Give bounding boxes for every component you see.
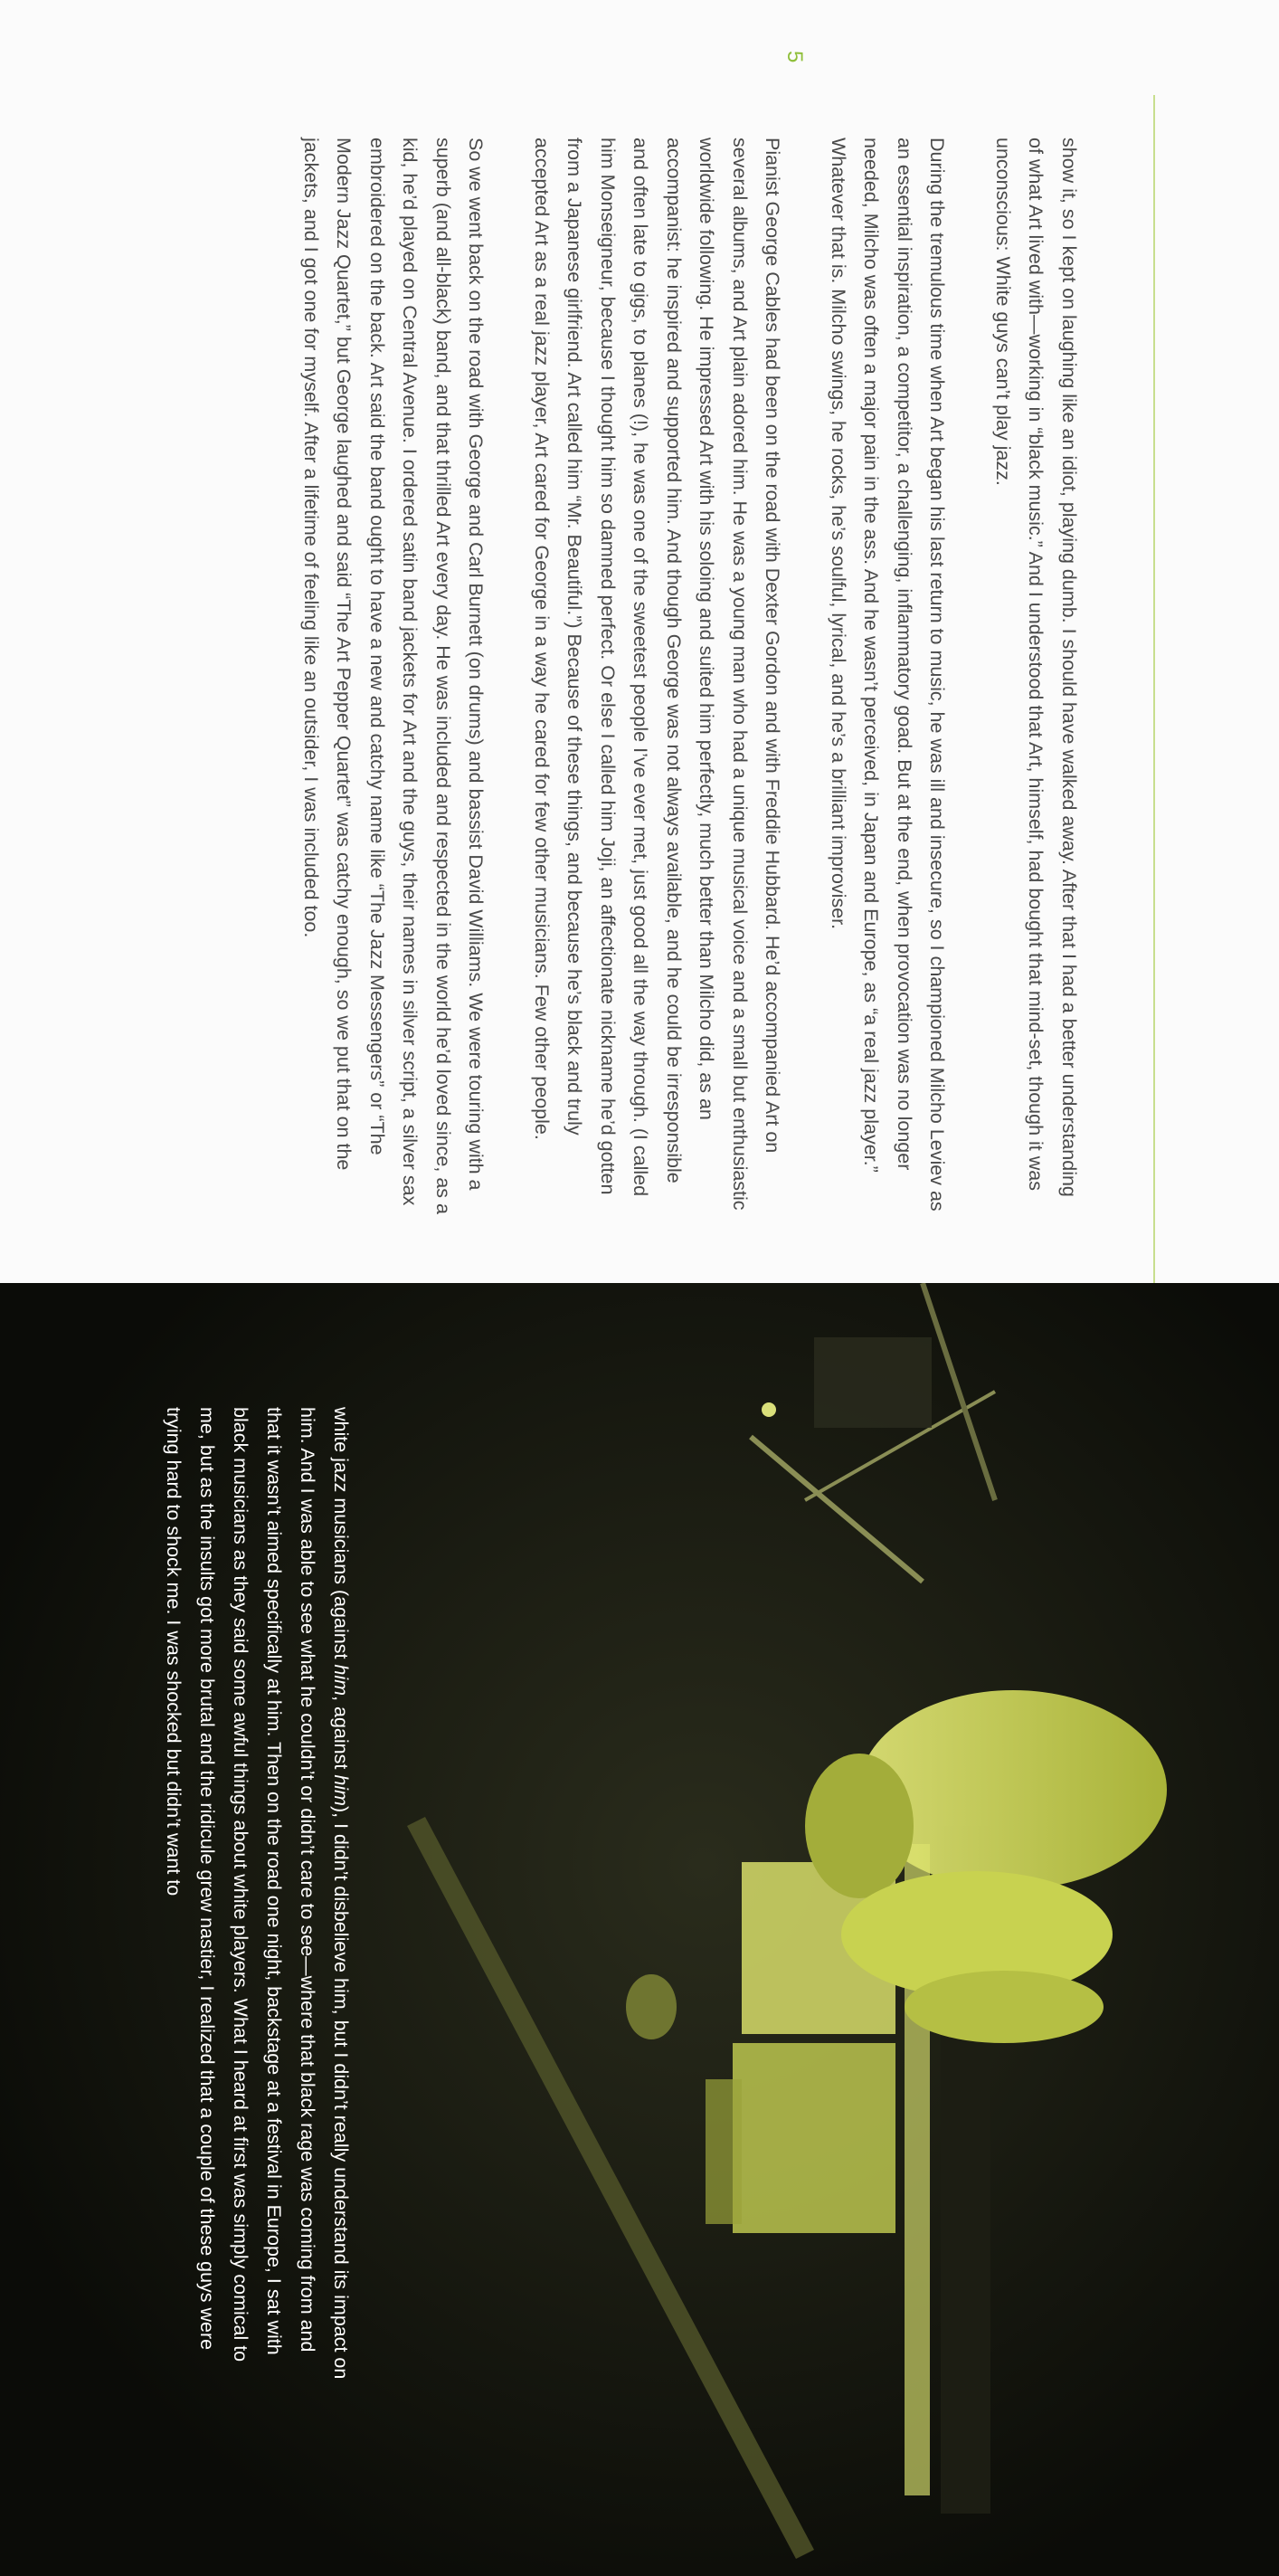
paragraph: So we went back on the road with George and Carl Burnett (on drums) and bassist David Williams. We were touring with a superb (and all-black) band, and that thrilled Art every day. He was included and respected in the world he’d loved since, as a kid, he’d played on Central Avenue. I ordered satin band jackets for Art and the guys, their names in silver script, a silver sax embroidered on the back. Art said the band ought to have a new and catchy name like “The Jazz Messengers” or “The Modern Jazz Quartet,” but George laughed and said “The Art Pepper Quartet” was catchy enough, so we put that on the jackets, and I got one for myself. After a lifetime of feeling like an outsider, I was included too. bbox=[300, 138, 488, 1214]
paragraph: Pianist George Cables had been on the road with Dexter Gordon and with Freddie Hubbard. He’d accompanied Art on several albums, and Art plain adored him. He was a young man who had a unique musical voice and a small but enthusiastic worldwide following. He impressed Art with his soloing and suited him perfectly, much better than Milcho did, as an accompanist: he inspired and supported him. And though George was not always available, and he could be irresponsible and often late to gigs, to planes (!), he was one of the sweetest people I’ve ever met, just good all the way through. (I called him Monseigneur, because I thought him so damned perfect. Or else I called him Joji, an affectionate nickname he’d gotten from a Japanese girlfriend. Art called him “Mr. Beautiful.”) Because of these things, and because he’s black and truly accepted Art as a real jazz player, Art cared for George in a way he cared for few other musicians. Few other people. bbox=[531, 138, 784, 1211]
photo-caption-text bbox=[156, 1407, 357, 2389]
page-number: 5 bbox=[782, 51, 807, 63]
text-mid: , against bbox=[330, 1696, 352, 1775]
emphasis: him bbox=[330, 1774, 352, 1806]
text-rest: ), I didn’t disbelieve him, but I didn’t really understand its impact on him. And I was able to see what he couldn’t or didn’t care to see—where that black rage was coming from and that it wasn’t aimed specifically at him. Then on the road one night, backstage at a festival in Europe, I sat with black musicians as they said some awful things about white players. What I heard at first was simply comical to me, but as the insults got more brutal and the ridicule grew nastier, I realized that a couple of these guys were trying hard to shock me. I was shocked but didn’t want to bbox=[163, 1407, 352, 2380]
text-start: white jazz musicians (against bbox=[330, 1407, 352, 1665]
paragraph: During the tremulous time when Art began his last return to music, he was ill and insecure, so I championed Milcho Leviev as an essential inspiration, a competitor, a challenging, inflammatory goad. But at the end, when provocation was no longer needed, Milcho was often a major pain in the ass. And he wasn’t perceived, in Japan and Europe, as “a real jazz player.” Whatever that is. Milcho swings, he rocks, he’s soulful, lyrical, and he’s a brilliant improviser. bbox=[828, 138, 949, 1212]
text-page bbox=[0, 0, 1279, 1283]
emphasis: him bbox=[330, 1664, 352, 1697]
paragraph: show it, so I kept on laughing like an idiot, playing dumb. I should have walked away. After that I had a better understanding of what Art lived with—working in “black music.” And I understood that Art, himself, had bought that mind-set, though it was unconscious: White guys can’t play jazz. bbox=[992, 138, 1080, 1197]
body-text-column bbox=[262, 138, 1086, 1214]
